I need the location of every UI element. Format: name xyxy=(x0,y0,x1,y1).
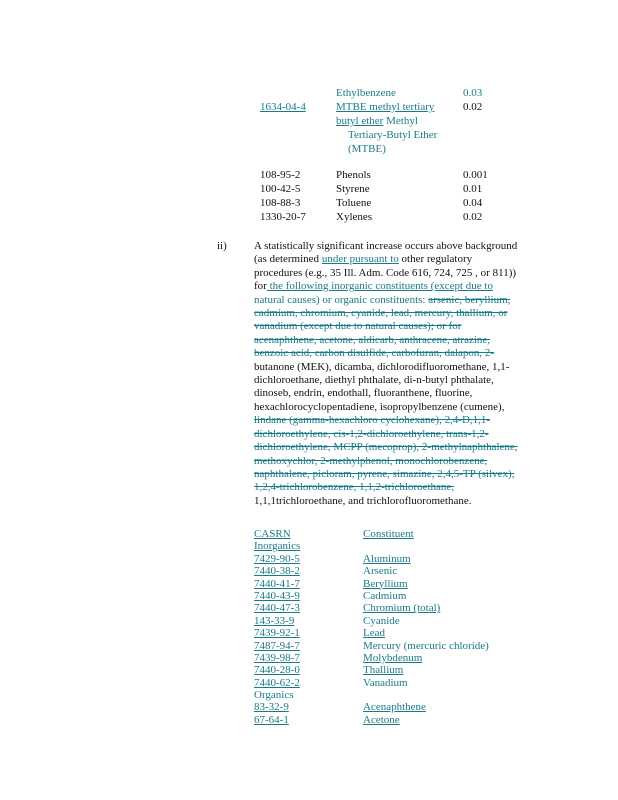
paragraph-line xyxy=(254,455,550,468)
table-row xyxy=(254,701,514,713)
group-row xyxy=(254,540,514,552)
constituent-cell xyxy=(336,115,418,128)
constituent-cell: Toluene xyxy=(336,197,372,209)
value-cell: 0.02 xyxy=(463,211,483,223)
paragraph-body xyxy=(254,240,550,508)
text-segment: cadmium, chromium, cyanide, lead, mercury, thallium, or xyxy=(254,307,508,320)
inserted-text: butyl ether xyxy=(336,115,384,127)
constituent-cell: Arsenic xyxy=(363,565,398,578)
text-segment: acenaphthene, acetone, aldicarb, anthracene, atrazine, xyxy=(254,333,491,346)
casrn-cell: 7439-98-7 xyxy=(254,651,300,664)
paragraph-line xyxy=(254,253,550,266)
text-segment: (as determined xyxy=(254,253,322,266)
constituent-cell: Thallium xyxy=(363,664,404,677)
list-marker: ii) xyxy=(217,240,227,252)
table-row xyxy=(254,664,514,676)
table-row xyxy=(260,169,520,183)
paragraph-line xyxy=(254,481,550,494)
group-organics: Organics xyxy=(254,689,294,702)
constituent-cell: Styrene xyxy=(336,183,370,195)
table-header-row xyxy=(254,528,514,540)
paragraph-line xyxy=(254,468,550,481)
table-row xyxy=(260,183,520,197)
table-row xyxy=(260,129,520,143)
table-row xyxy=(254,578,514,590)
paragraph-line xyxy=(254,401,550,414)
paragraph-line xyxy=(254,334,550,347)
casrn-cell: 7440-47-3 xyxy=(254,602,300,615)
value-cell: 0.02 xyxy=(463,101,483,113)
table-organics-upper xyxy=(260,87,520,225)
table-row xyxy=(254,677,514,689)
constituent-cell: Chromium (total) xyxy=(363,602,441,615)
text-segment: dinoseb, endrin, endothall, fluoranthene, fluorine, xyxy=(254,387,473,400)
constituent-text: Methyl xyxy=(383,115,418,127)
value-cell: 0.01 xyxy=(463,183,483,195)
text-segment: procedures (e.g., 35 Ill. Adm. Code 616, 724, 725 , or 811)) xyxy=(254,266,517,279)
group-inorganics: Inorganics xyxy=(254,540,301,553)
constituent-cell: (MTBE) xyxy=(348,143,386,155)
casrn-cell: 67-64-1 xyxy=(254,713,289,726)
constituent-cell: Ethylbenzene xyxy=(336,87,396,99)
constituent-cell: Aluminum xyxy=(363,552,411,565)
text-segment: arsenic, beryllium, xyxy=(428,293,511,306)
value-cell: 0.04 xyxy=(463,197,483,209)
table-row xyxy=(260,143,520,157)
text-segment: 1,2,4-trichlorobenzene, 1,1,2-trichloroethane, xyxy=(254,481,455,494)
organics-list xyxy=(254,701,514,726)
text-segment: natural causes) or organic constituents: xyxy=(254,293,429,306)
text-segment: methoxychlor, 2-methylphenol, monochlorobenzene, xyxy=(254,454,488,467)
value-cell: 0.001 xyxy=(463,169,488,181)
table-constituents xyxy=(254,528,514,726)
casrn-cell: 7440-43-9 xyxy=(254,589,300,602)
casrn-cell: 7440-28-0 xyxy=(254,664,300,677)
text-segment: for xyxy=(254,280,267,293)
constituent-cell: Acetone xyxy=(363,713,400,726)
constituent-cell: Cadmium xyxy=(363,589,407,602)
text-segment: A statistically significant increase occurs above background xyxy=(254,240,518,252)
paragraph-line xyxy=(254,347,550,360)
text-segment: under pursuant to xyxy=(321,253,399,266)
inorganics-list xyxy=(254,553,514,689)
paragraph-line xyxy=(254,495,550,508)
text-segment: lindane (gamma-hexachloro cyclohexane), 2,4-D,1,1- xyxy=(254,414,491,427)
text-segment: 1,1,1trichloroethane, and trichlorofluoromethane. xyxy=(254,494,472,507)
constituent-cell: Lead xyxy=(363,627,385,640)
header-casrn: CASRN xyxy=(254,528,291,540)
text-segment: other regulatory xyxy=(398,253,473,266)
table-row xyxy=(254,565,514,577)
constituent-cell: Acenaphthene xyxy=(363,701,426,714)
casrn-cell: 7440-41-7 xyxy=(254,577,300,590)
paragraph-line xyxy=(254,240,550,253)
paragraph-line xyxy=(254,441,550,454)
paragraph-line xyxy=(254,374,550,387)
casrn-cell: 7429-90-5 xyxy=(254,552,300,565)
table-row xyxy=(254,627,514,639)
table-row xyxy=(260,197,520,211)
paragraph-line xyxy=(254,320,550,333)
text-segment: butanone (MEK), dicamba, dichlorodifluoromethane, 1,1- xyxy=(254,360,510,373)
value-cell: 0.03 xyxy=(463,87,483,99)
text-segment: the following inorganic constituents (except due to xyxy=(266,280,493,293)
table-row xyxy=(254,590,514,602)
paragraph-line xyxy=(254,361,550,374)
constituent-cell: Vanadium xyxy=(363,676,408,689)
text-segment: vanadium (except due to natural causes); or for xyxy=(254,320,462,333)
text-segment: naphthalene, picloram, pyrene, simazine, 2,4,5-TP (silvex), xyxy=(254,467,515,480)
table-row xyxy=(254,714,514,726)
constituent-cell: Mercury (mercuric chloride) xyxy=(363,639,489,652)
paragraph-line xyxy=(254,414,550,427)
table-row xyxy=(260,115,520,129)
text-segment: dichloroethylene, cis-1,2-dichloroethylene, trans-1,2- xyxy=(254,427,489,440)
header-constituent: Constituent xyxy=(363,528,414,540)
constituent-cell: Tertiary-Butyl Ether xyxy=(348,129,438,141)
table-row xyxy=(254,602,514,614)
table-row xyxy=(254,640,514,652)
constituent-cell: Phenols xyxy=(336,169,371,181)
table-row xyxy=(254,553,514,565)
constituent-cell: Beryllium xyxy=(363,577,408,590)
group-row xyxy=(254,689,514,701)
casrn-cell: 100-42-5 xyxy=(260,183,301,195)
constituent-cell: Xylenes xyxy=(336,211,373,223)
text-segment: dichloroethylene, MCPP (mecoprop), 2-methylnaphthalene, xyxy=(254,441,518,454)
paragraph-line xyxy=(254,307,550,320)
casrn-cell: 108-88-3 xyxy=(260,197,301,209)
text-segment: hexachlorocyclopentadiene, isopropylbenzene (cumene), xyxy=(254,400,505,413)
paragraph-line xyxy=(254,267,550,280)
casrn-cell: 83-32-9 xyxy=(254,701,289,714)
paragraph-line xyxy=(254,428,550,441)
casrn-cell: 7439-92-1 xyxy=(254,627,300,640)
constituent-cell: Molybdenum xyxy=(363,651,423,664)
paragraph-line xyxy=(254,294,550,307)
text-segment: benzoic acid, carbon disulfide, carbofuran, dalapon, 2- xyxy=(254,347,495,360)
constituent-cell: Cyanide xyxy=(363,614,400,627)
table-row xyxy=(254,615,514,627)
text-segment: dichloroethane, diethyl phthalate, di-n-butyl phthalate, xyxy=(254,374,494,387)
casrn-cell: 1330-20-7 xyxy=(260,211,306,223)
casrn-cell: 7440-38-2 xyxy=(254,565,300,578)
table-row xyxy=(260,101,520,115)
casrn-cell: 7440-62-2 xyxy=(254,676,300,689)
casrn-cell: 108-95-2 xyxy=(260,169,301,181)
paragraph-line xyxy=(254,387,550,400)
constituent-cell: MTBE methyl tertiary xyxy=(336,101,435,113)
table-row xyxy=(260,87,520,101)
paragraph-line xyxy=(254,280,550,293)
casrn-cell: 7487-94-7 xyxy=(254,639,300,652)
casrn-cell: 143-33-9 xyxy=(254,614,295,627)
table-row xyxy=(260,211,520,225)
table-row xyxy=(254,652,514,664)
casrn-cell: 1634-04-4 xyxy=(260,101,306,113)
